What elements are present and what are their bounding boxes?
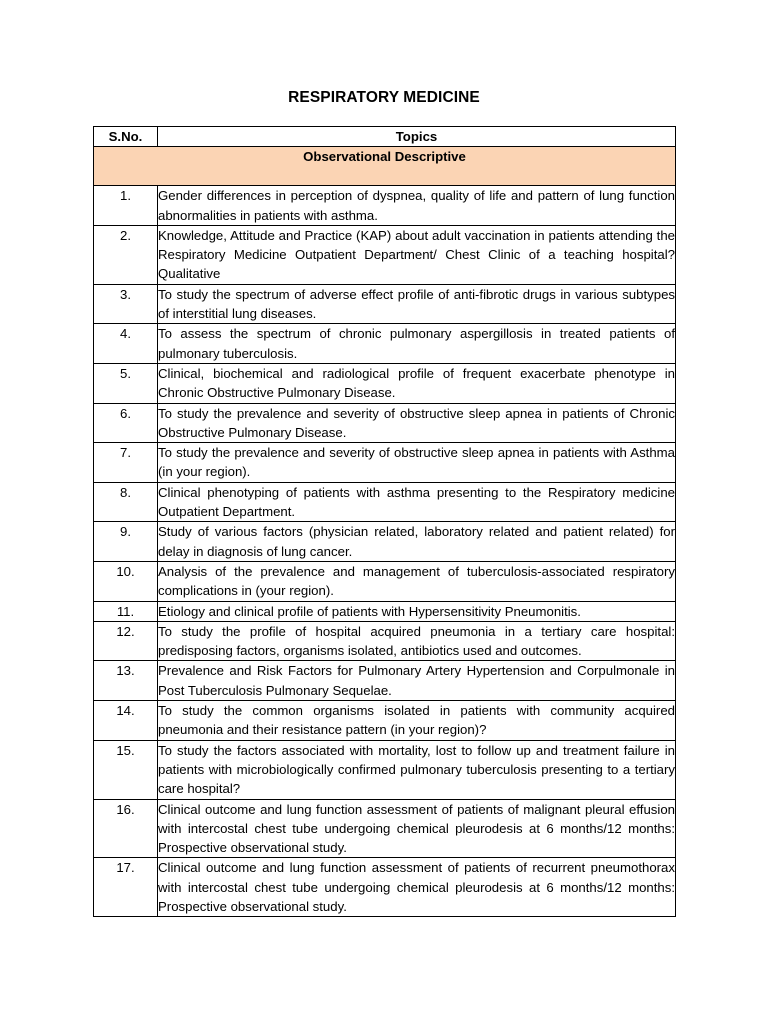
row-topic: To study the factors associated with mortality, lost to follow up and treatment failure in patients with microbiologically confirmed pulmonary tuberculosis presenting to a tertiary care hospital? [158,740,676,799]
row-number: 9. [94,522,158,562]
row-topic: Etiology and clinical profile of patients with Hypersensitivity Pneumonitis. [158,601,676,621]
row-topic: To study the prevalence and severity of obstructive sleep apnea in patients of Chronic Obstructive Pulmonary Disease. [158,403,676,443]
row-number: 11. [94,601,158,621]
header-sno: S.No. [94,127,158,147]
row-number: 8. [94,482,158,522]
row-number: 4. [94,324,158,364]
table-row [94,225,676,284]
table-row [94,363,676,403]
table-row [94,403,676,443]
table-header-row [94,127,676,147]
row-topic: To study the common organisms isolated in patients with community acquired pneumonia and their resistance pattern (in your region)? [158,701,676,741]
row-topic: Prevalence and Risk Factors for Pulmonary Artery Hypertension and Corpulmonale in Post Tuberculosis Pulmonary Sequelae. [158,661,676,701]
table-row [94,661,676,701]
row-number: 5. [94,363,158,403]
row-topic: To study the prevalence and severity of obstructive sleep apnea in patients with Asthma (in your region). [158,443,676,483]
row-number: 16. [94,799,158,858]
row-topic: To study the spectrum of adverse effect profile of anti-fibrotic drugs in various subtypes of interstitial lung diseases. [158,284,676,324]
row-number: 14. [94,701,158,741]
table-row [94,740,676,799]
topics-table [93,126,676,917]
table-row [94,561,676,601]
row-number: 12. [94,621,158,661]
table-row [94,186,676,226]
table-row [94,601,676,621]
table-row [94,482,676,522]
row-topic: Knowledge, Attitude and Practice (KAP) about adult vaccination in patients attending the Respiratory Medicine Outpatient Department/ Chest Clinic of a teaching hospital? Qualitative [158,225,676,284]
table-row [94,701,676,741]
section-heading: Observational Descriptive [94,147,676,186]
row-number: 6. [94,403,158,443]
row-topic: Clinical outcome and lung function assessment of patients of malignant pleural effusion with intercostal chest tube undergoing chemical pleurodesis at 6 months/12 months: Prospective observational study. [158,799,676,858]
row-number: 17. [94,858,158,917]
table-row [94,443,676,483]
section-row [94,147,676,186]
row-number: 15. [94,740,158,799]
table-row [94,324,676,364]
row-topic: Study of various factors (physician related, laboratory related and patient related) for delay in diagnosis of lung cancer. [158,522,676,562]
table-row [94,522,676,562]
row-topic: Gender differences in perception of dyspnea, quality of life and pattern of lung function abnormalities in patients with asthma. [158,186,676,226]
table-row [94,284,676,324]
row-number: 13. [94,661,158,701]
table-body [94,147,676,917]
row-topic: Clinical phenotyping of patients with asthma presenting to the Respiratory medicine Outpatient Department. [158,482,676,522]
table-row [94,621,676,661]
row-topic: To study the profile of hospital acquired pneumonia in a tertiary care hospital: predisposing factors, organisms isolated, antibiotics used and outcomes. [158,621,676,661]
row-number: 7. [94,443,158,483]
row-topic: Analysis of the prevalence and management of tuberculosis-associated respiratory complications in (your region). [158,561,676,601]
table-row [94,799,676,858]
row-topic: Clinical, biochemical and radiological profile of frequent exacerbate phenotype in Chronic Obstructive Pulmonary Disease. [158,363,676,403]
header-topics: Topics [158,127,676,147]
row-number: 1. [94,186,158,226]
table-row [94,858,676,917]
row-topic: To assess the spectrum of chronic pulmonary aspergillosis in treated patients of pulmonary tuberculosis. [158,324,676,364]
row-number: 3. [94,284,158,324]
row-number: 2. [94,225,158,284]
row-topic: Clinical outcome and lung function assessment of patients of recurrent pneumothorax with intercostal chest tube undergoing chemical pleurodesis at 6 months/12 months: Prospective observational study. [158,858,676,917]
page-title: RESPIRATORY MEDICINE [288,89,480,106]
row-number: 10. [94,561,158,601]
